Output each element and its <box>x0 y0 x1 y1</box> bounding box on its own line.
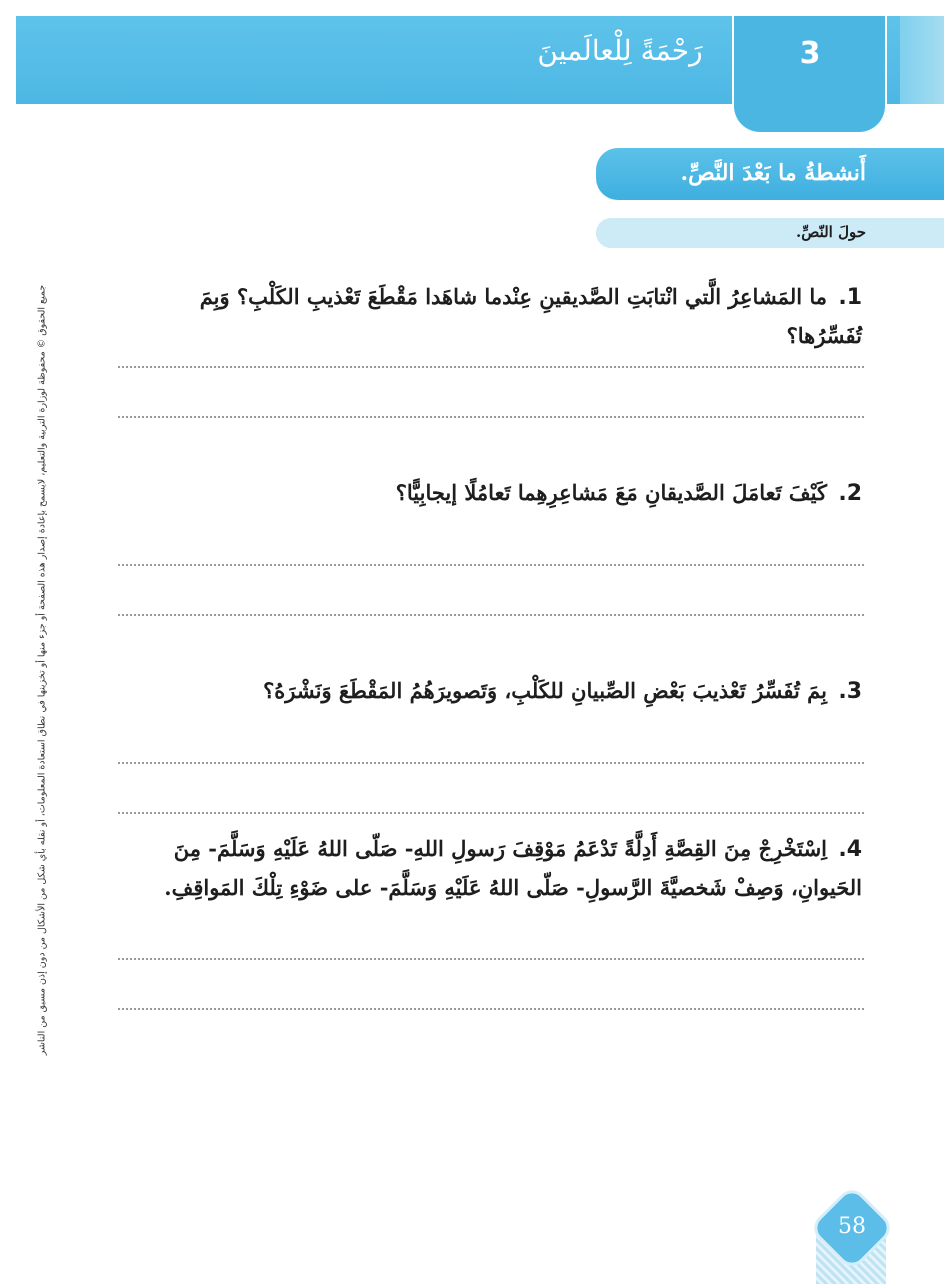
answer-line[interactable] <box>118 416 864 418</box>
question-text: اِسْتَخْرِجْ مِنَ القِصَّةِ أَدِلَّةً تَدْعَمُ مَوْقِفَ رَسولِ اللهِ- صَلّى اللهُ عَلَيْهِ وَسَلَّمَ- مِنَ الحَيوانِ، وَصِفْ شَخصيَّةَ الرَّسولِ- صَلّى اللهُ عَلَيْهِ وَسَلَّمَ- على ضَوْءِ تِلْكَ المَواقِفِ. <box>164 836 862 900</box>
subsection-header <box>596 218 944 248</box>
question-2 <box>122 474 862 513</box>
answer-line[interactable] <box>118 366 864 368</box>
section-title: أَنشطةُ ما بَعْدَ النَّصِّ. <box>680 160 866 186</box>
unit-tab <box>732 16 887 134</box>
question-4 <box>122 830 862 907</box>
answer-line[interactable] <box>118 614 864 616</box>
question-text: ما المَشاعِرُ الَّتي انْتابَتِ الصَّديقينِ عِنْدما شاهَدا مَقْطَعَ تَعْذيبِ الكَلْبِ؟ وَبِمَ تُفَسِّرُها؟ <box>199 284 862 348</box>
answer-line[interactable] <box>118 812 864 814</box>
question-text: بِمَ تُفَسِّرُ تَعْذيبَ بَعْضِ الصِّبيانِ للكَلْبِ، وَتَصويرَهُمُ المَقْطَعَ وَنَشْرَهُ؟ <box>263 678 828 703</box>
copyright-text: جميع الحقوق © محفوظة لوزارة التربية والتعليم، لايسمح بإعادة إصدار هذه الصفحة أو جزء منها أو تخزينها في نطاق استعادة المعلومات، أو نقله بأي شكل من الأشكال من دون إذن مسبق من الناشر <box>36 284 48 1056</box>
unit-number: 3 <box>799 36 821 71</box>
copyright-side-note <box>35 284 49 1056</box>
section-header <box>596 148 944 200</box>
answer-line[interactable] <box>118 564 864 566</box>
banner-edge-strip <box>900 16 944 104</box>
unit-title: رَحْمَةً لِلْعالَمينَ <box>537 34 703 67</box>
question-number: 4. <box>838 837 862 862</box>
question-number: 3. <box>838 679 862 704</box>
page-number: 58 <box>838 1214 866 1239</box>
question-text: كَيْفَ تَعامَلَ الصَّديقانِ مَعَ مَشاعِرِهِما تَعامُلًا إيجابِيًّا؟ <box>395 480 828 505</box>
question-1 <box>122 278 862 355</box>
answer-line[interactable] <box>118 1008 864 1010</box>
subsection-title: حولَ النّصِّ. <box>795 223 866 241</box>
answer-line[interactable] <box>118 958 864 960</box>
answer-line[interactable] <box>118 762 864 764</box>
question-number: 1. <box>838 285 862 310</box>
question-3 <box>122 672 862 711</box>
question-number: 2. <box>838 481 862 506</box>
